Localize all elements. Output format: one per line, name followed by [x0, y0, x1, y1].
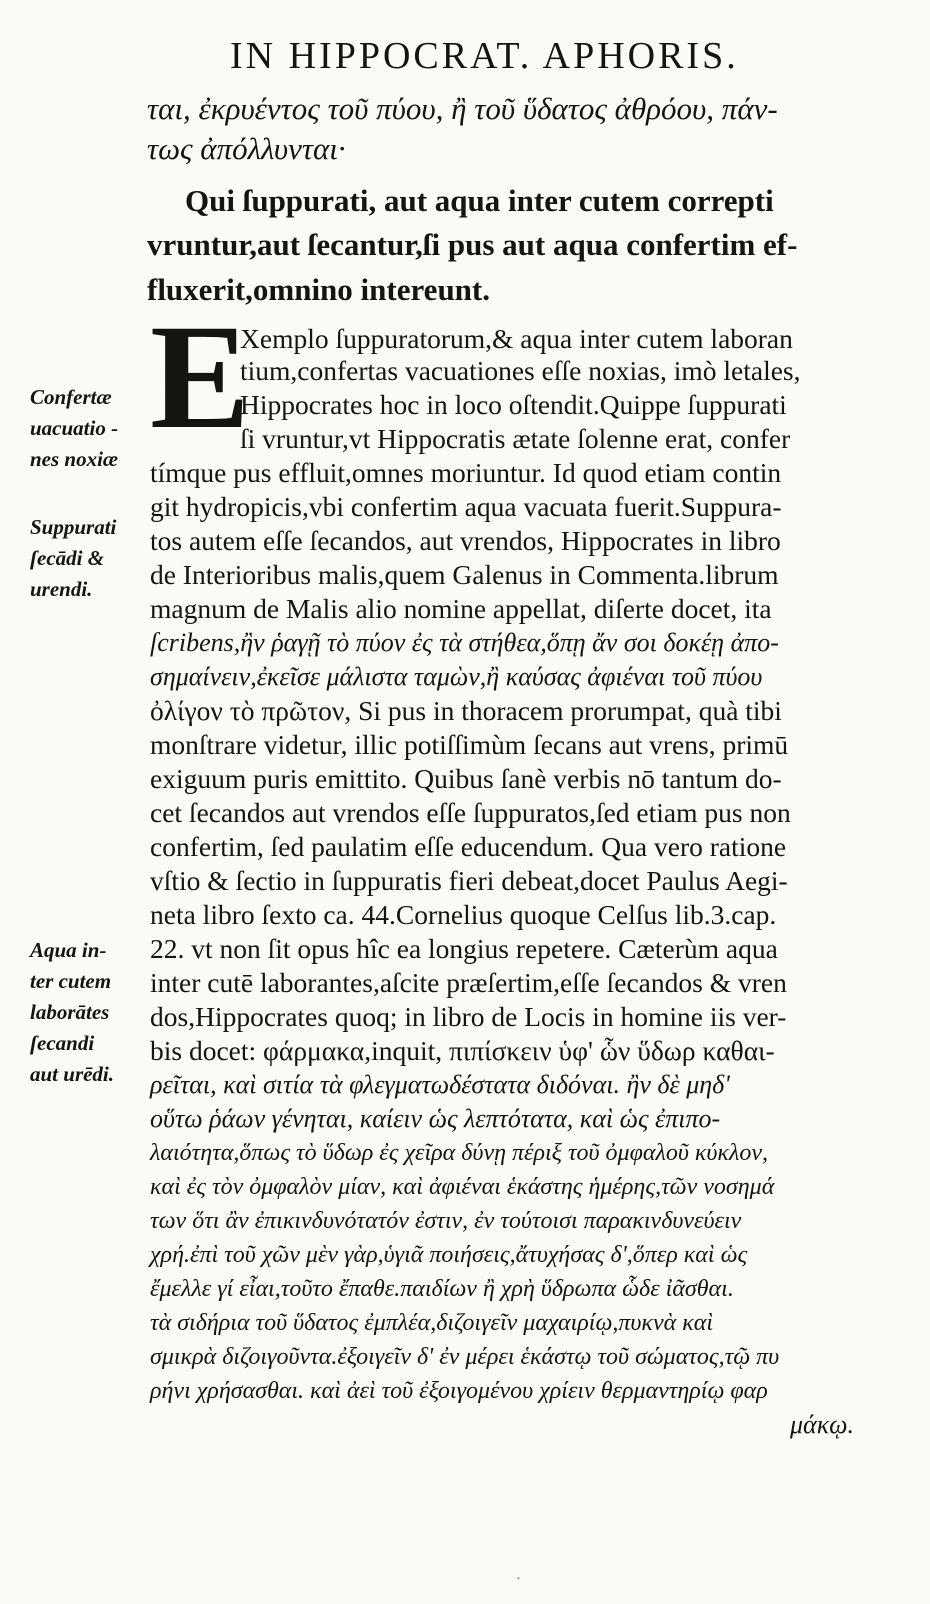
commentary-line: ρήνι χρήσασθαι. καὶ ἀεὶ τοῦ ἐξοιγομένου χρίειν θερμαντηρίῳ φαρ [150, 1378, 768, 1404]
commentary-line: Xemplo ſuppuratorum,& aqua inter cutem laboran [240, 323, 793, 354]
commentary-line: καὶ ἐς τὸν ὀμφαλὸν μίαν, καὶ ἀφιέναι ἑκάστης ἡμέρης,τῶν νοσημά [150, 1174, 775, 1200]
commentary-line: μάκῳ. [790, 1410, 855, 1439]
commentary-line: bis docet: φάρμακα,inquit, πιπίσκειν ὑφ' ὧν ὕδωρ καθαι- [150, 1035, 775, 1066]
aphorism-greek-line: τως ἀπόλλυνται· [147, 131, 346, 166]
commentary-line: de Interioribus malis,quem Galenus in Commenta.librum [150, 559, 779, 590]
commentary-line: σημαίνειν,ἐκεῖσε μάλιστα ταμὼν,ἢ καύσας ἀφιέναι τοῦ πύου [150, 662, 763, 691]
commentary-line: exiguum puris emittito. Quibus ſanè verbis nō tantum do- [150, 763, 782, 794]
aphorism-latin-line: Qui ſuppurati, aut aqua inter cutem correpti [185, 183, 774, 218]
aphorism-greek-line: ται, ἐκρυέντος τοῦ πύου, ἢ τοῦ ὕδατος ἀθρόου, πάν- [147, 91, 778, 126]
commentary-line: των ὅτι ἂν ἐπικινδυνότατόν ἐστιν, ἐν τούτοισι παρακινδυνεύειν [150, 1208, 742, 1234]
margin-note-line: aut urēdi. [30, 1062, 115, 1086]
commentary-line: neta libro ſexto ca. 44.Cornelius quoque Celſus lib.3.cap. [150, 899, 777, 930]
commentary-line: 22. vt non ſit opus hîc ea longius repetere. Cæterùm aqua [150, 933, 778, 964]
commentary-line: tium,confertas vacuationes eſſe noxias, imò letales, [240, 355, 801, 386]
margin-note [30, 382, 146, 475]
commentary-line: tos autem eſſe ſecandos, aut vrendos, Hippocrates in libro [150, 525, 781, 556]
running-head: IN HIPPOCRAT. APHORIS. [230, 35, 739, 77]
commentary-line: tímque pus effluit,omnes moriuntur. Id quod etiam contin [150, 457, 782, 488]
commentary-line: χρή.ἐπὶ τοῦ χῶν μὲν γὰρ,ὑγιᾶ ποιήσεις,ἄτυχήσας δ',ὅπερ καὶ ὡς [150, 1242, 748, 1268]
margin-note-line: laborātes [30, 1000, 110, 1024]
margin-note-line: ſecādi & [30, 546, 105, 570]
commentary-line: ſcribens,ἢν ῥαγῇ τὸ πύον ἐς τὰ στήθεα,ὅπῃ ἄν σοι δοκέῃ ἀπο- [150, 628, 779, 657]
margin-note-line: uacuatio - [30, 416, 119, 440]
margin-note [30, 935, 146, 1090]
margin-note-line: Aqua in- [30, 938, 107, 962]
commentary-line: ρεῖται, καὶ σιτία τὰ φλεγματωδέστατα διδόναι. ἢν δὲ μηδ' [150, 1070, 730, 1099]
commentary-line: inter cutē laborantes,aſcite præſertim,eſſe ſecandos & vren [150, 967, 787, 998]
commentary-line: confertim, ſed paulatim eſſe educendum. Qua vero ratione [150, 831, 787, 862]
margin-note-line: nes noxiæ [30, 447, 119, 471]
drop-cap: E [150, 294, 251, 460]
margin-note-line: Suppurati [30, 515, 117, 539]
commentary-line: dos,Hippocrates quoq; in libro de Locis in homine iis ver- [150, 1001, 787, 1032]
commentary-line: cet ſecandos aut vrendos eſſe ſuppuratos,ſed etiam pus non [150, 797, 791, 828]
commentary-line: ἔμελλε γί εἶαι,τοῦτο ἔπαθε.παιδίων ἢ χρὴ ὕδρωπα ὧδε ἰᾶσθαι. [150, 1276, 734, 1302]
commentary-line: ſi vruntur,vt Hippocratis ætate ſolenne erat, confer [240, 423, 791, 454]
margin-note [30, 512, 146, 605]
aphorism-latin-line: vruntur,aut ſecantur,ſi pus aut aqua confertim ef- [147, 227, 798, 262]
margin-note-line: urendi. [30, 577, 93, 601]
commentary-line: vſtio & ſectio in ſuppuratis fieri debeat,docet Paulus Aegi- [150, 865, 788, 896]
commentary-line: ὀλίγον τὸ πρῶτον, Si pus in thoracem prorumpat, quà tibi [150, 695, 782, 726]
margin-note-line: Confertæ [30, 385, 112, 409]
commentary-line: σμικρὰ διζοιγοῦντα.ἐξοιγεῖν δ' ἐν μέρει ἑκάστῳ τοῦ σώματος,τῷ πυ [150, 1344, 780, 1370]
commentary-line: Hippocrates hoc in loco oſtendit.Quippe ſuppurati [240, 389, 787, 420]
commentary-line: magnum de Malis alio nomine appellat, diſerte docet, ita [150, 593, 772, 624]
commentary-line: monſtrare videtur, illic potiſſimùm ſecans aut vrens, primū [150, 729, 789, 760]
aphorism-latin-line: fluxerit,omnino intereunt. [147, 272, 490, 307]
commentary-line: τὰ σιδήρια τοῦ ὕδατος ἐμπλέα,διζοιγεῖν μαχαιρίῳ,πυκνὰ καὶ [150, 1310, 713, 1336]
stray-mark: · [516, 1572, 521, 1587]
commentary-line: λαιότητα,ὅπως τὸ ὕδωρ ἐς χεῖρα δύνῃ πέριξ τοῦ ὀμφαλοῦ κύκλον, [150, 1140, 768, 1166]
margin-note-line: ſecandi [30, 1031, 95, 1055]
commentary-line: οὕτω ῥάων γένηται, καίειν ὡς λεπτότατα, καὶ ὡς ἐπιπο- [150, 1104, 721, 1133]
commentary-line: git hydropicis,vbi confertim aqua vacuata fuerit.Suppura- [150, 491, 782, 522]
margin-note-line: ter cutem [30, 969, 112, 993]
